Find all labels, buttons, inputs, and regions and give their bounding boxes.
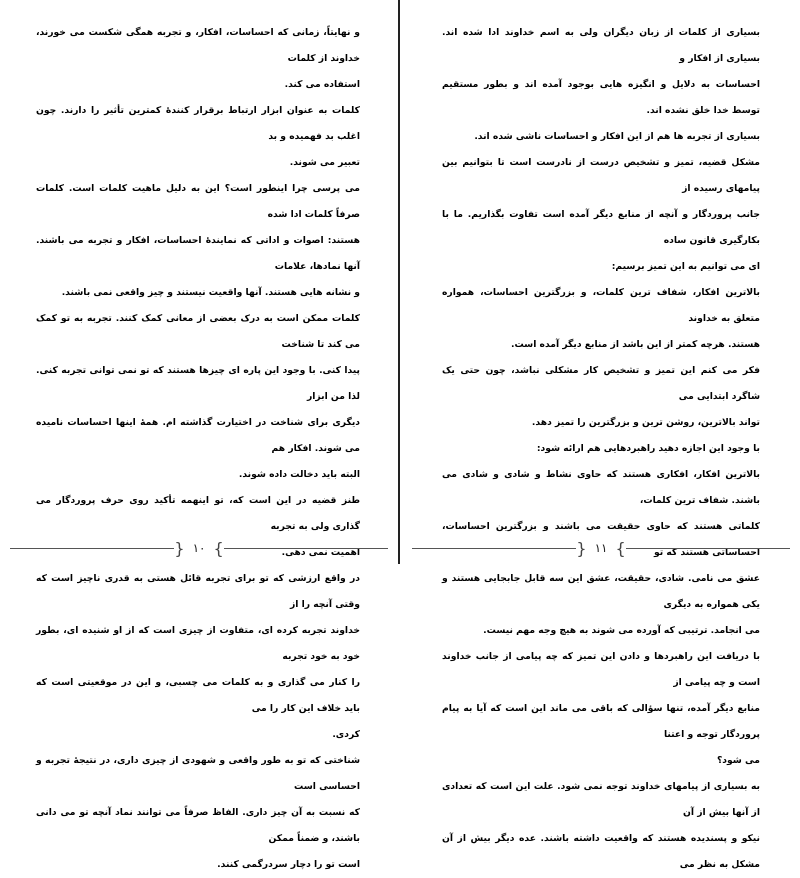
- text-line: تواند بالاترین، روشن ترین و بزرگترین را تمیز دهد.: [531, 417, 760, 428]
- brace-open-icon: }: [576, 538, 587, 558]
- text-line: فکر می کنم این تمیز و تشخیص کار مشکلی نباشد، چون حتی یک شاگرد ابتدایی می: [442, 365, 760, 402]
- brace-open-icon: }: [174, 538, 185, 558]
- text-line: به بسیاری از پیامهای خداوند توجه نمی شود. علت این است که تعدادی از آنها بیش از آن: [442, 781, 760, 818]
- right-page: [402, 0, 800, 870]
- brace-close-icon: {: [615, 538, 626, 558]
- right-page-footer: [402, 538, 800, 558]
- text-line: و نشانه هایی هستند. آنها واقعیت نیستند و چیز واقعی نمی باشند.: [61, 287, 360, 298]
- text-line: با وجود این اجازه دهید راهبردهایی هم ارائه شود:: [536, 443, 760, 454]
- text-line: دیگری برای شناخت در اختیارت گذاشته ام. همهٔ اینها احساسات نامیده می شوند. افکار هم: [36, 417, 360, 454]
- text-line: شناختی که تو به طور واقعی و شهودی از چیزی داری، در نتیجهٔ تجربه و احساسی است: [36, 755, 360, 792]
- text-line: پیدا کنی. با وجود این پاره ای چیزها هستند که تو نمی توانی تجربه کنی. لذا من ابزار: [36, 365, 360, 402]
- text-line: می پرسی چرا اینطور است؟ این به دلیل ماهیت کلمات است. کلمات صرفاً کلمات ادا شده: [36, 183, 360, 220]
- footer-rule-left: [10, 548, 174, 549]
- text-line: منابع دیگر آمده، تنها سؤالی که باقی می ماند این است که آیا به پیام پروردگار توجه و اعتنا: [442, 703, 760, 740]
- text-line: طنز قضیه در این است که، تو اینهمه تأکید روی حرف پروردگار می گذاری ولی به تجربه: [36, 495, 360, 532]
- left-page: [0, 0, 398, 870]
- brace-close-icon: {: [213, 538, 224, 558]
- text-line: ای می توانیم به این تمیز برسیم:: [611, 261, 760, 272]
- text-line: اهمیت نمی دهی.: [281, 547, 360, 558]
- text-line: هستند: اصوات و اداتی که نمایندهٔ احساسات، افکار و تجربه می باشند. آنها نمادها، علامات: [36, 235, 360, 272]
- text-line: تعبیر می شوند.: [289, 157, 360, 168]
- text-line: بالاترین افکار، افکاری هستند که حاوی نشاط و شادی و شادی می باشند. شفاف ترین کلمات،: [442, 469, 760, 506]
- text-line: کلمات ممکن است به درک بعضی از معانی کمک کنند. تجربه به تو کمک می کند تا شناخت: [36, 313, 360, 350]
- text-line: بسیاری از تجربه ها هم از این افکار و احساسات ناشی شده اند.: [474, 131, 760, 142]
- left-page-footer: [0, 538, 398, 558]
- text-line: با دریافت این راهبردها و دادن این تمیز که چه پیامی از جانب خداوند است و چه پیامی از: [442, 651, 760, 688]
- text-line: می شود؟: [716, 755, 760, 766]
- text-line: عشق می نامی. شادی، حقیقت، عشق این سه قابل جابجایی هستند و یکی همواره به دیگری: [442, 573, 760, 610]
- text-line: خداوند تجربه کرده ای، متفاوت از چیزی است که از او شنیده ای، بطور خود به خود تجربه: [36, 625, 360, 662]
- text-line: کلمات به عنوان ابزار ارتباط برقرار کنندهٔ کمترین تأثیر را دارند. چون اغلب بد فهمیده و بد: [36, 105, 360, 142]
- text-line: احساسات به دلایل و انگیزه هایی بوجود آمده اند و بطور مستقیم توسط خدا خلق نشده اند.: [442, 79, 760, 116]
- text-line: بسیاری از کلمات از زبان دیگران ولی به اسم خداوند ادا شده اند. بسیاری از افکار و: [442, 27, 760, 64]
- text-line: کردی.: [332, 729, 360, 740]
- page-number-right: ١١: [594, 541, 608, 555]
- text-line: کلماتی هستند که حاوی حقیقت می باشند و بزرگترین احساسات، احساساتی هستند که تو: [442, 521, 760, 558]
- page-number-left: ١٠: [192, 541, 206, 555]
- text-line: مشکل قضیه، تمیز و تشخیص درست از نادرست است تا بتوانیم بین پیامهای رسیده از: [442, 157, 760, 194]
- text-line: هستند. هرچه کمتر از این باشد از منابع دیگر آمده است.: [510, 339, 760, 350]
- text-line: بالاترین افکار، شفاف ترین کلمات، و بزرگترین احساسات، همواره متعلق به خداوند: [442, 287, 760, 324]
- text-line: استفاده می کند.: [284, 79, 360, 90]
- text-line: را کنار می گذاری و به کلمات می چسبی، و این در موقعیتی است که باید خلاف این کار را می: [36, 677, 360, 714]
- left-page-text: [36, 20, 360, 878]
- text-line: است تو را دچار سردرگمی کنند.: [217, 859, 360, 870]
- text-line: در واقع ارزشی که تو برای تجربه قائل هستی به قدری ناچیز است که وقتی آنچه را از: [36, 573, 360, 610]
- footer-rule-right: [626, 548, 790, 549]
- text-line: و نهایتاً، زمانی که احساسات، افکار، و تجربه همگی شکست می خورند، خداوند از کلمات: [36, 27, 360, 64]
- page-divider: [398, 0, 400, 564]
- footer-rule-left: [412, 548, 576, 549]
- text-line: که نسبت به آن چیز داری. الفاظ صرفاً می توانند نماد آنچه تو می دانی باشند، و ضمناً ممکن: [36, 807, 360, 844]
- text-line: می انجامد. ترتیبی که آورده می شوند به هیچ وجه مهم نیست.: [483, 625, 760, 636]
- text-line: البته باید دخالت داده شوند.: [238, 469, 360, 480]
- text-line: نیکو و پسندیده هستند که واقعیت داشته باشند. عده دیگر بیش از آن مشکل به نظر می: [442, 833, 760, 870]
- right-page-text: [442, 20, 760, 878]
- footer-rule-right: [224, 548, 388, 549]
- text-line: جانب پروردگار و آنچه از منابع دیگر آمده است تفاوت بگذاریم. ما با بکارگیری قانون ساده: [442, 209, 760, 246]
